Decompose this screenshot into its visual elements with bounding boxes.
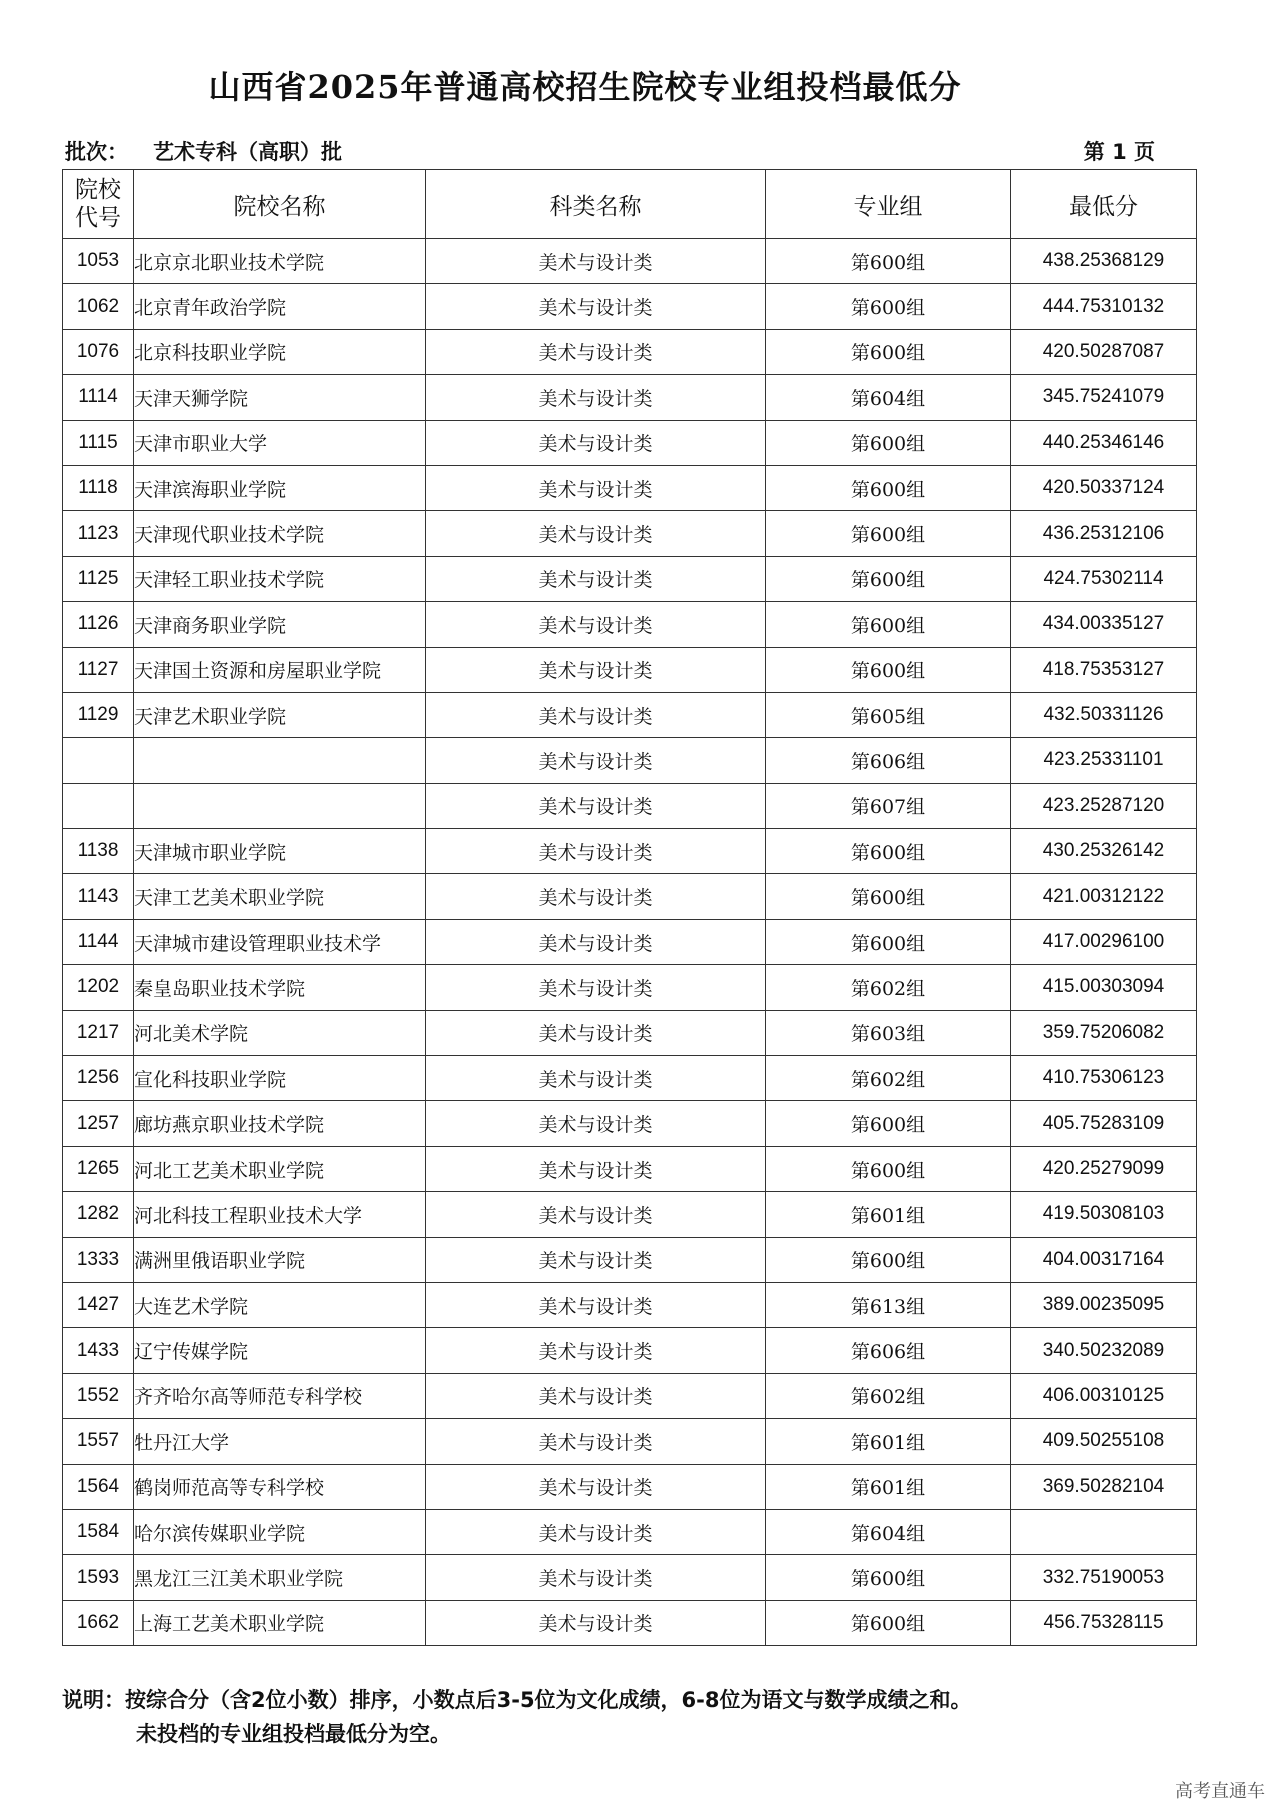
cell-group: 第600组 — [766, 465, 1011, 510]
cell-name — [134, 783, 426, 828]
cell-group: 第600组 — [766, 420, 1011, 465]
cell-category: 美术与设计类 — [426, 965, 766, 1010]
cell-group: 第600组 — [766, 1555, 1011, 1600]
cell-score: 421.00312122 — [1011, 874, 1197, 919]
cell-code: 1257 — [63, 1101, 134, 1146]
table-row — [63, 1509, 1197, 1554]
cell-name: 天津轻工职业技术学院 — [134, 556, 426, 601]
cell-category: 美术与设计类 — [426, 692, 766, 737]
header-category: 科类名称 — [426, 170, 766, 239]
cell-group: 第602组 — [766, 965, 1011, 1010]
cell-code: 1333 — [63, 1237, 134, 1282]
batch-label: 批次： — [65, 140, 128, 164]
cell-code: 1265 — [63, 1146, 134, 1191]
cell-category: 美术与设计类 — [426, 738, 766, 783]
cell-group: 第600组 — [766, 919, 1011, 964]
cell-score: 456.75328115 — [1011, 1600, 1197, 1645]
table-row — [63, 375, 1197, 420]
table-row — [63, 1192, 1197, 1237]
cell-name: 哈尔滨传媒职业学院 — [134, 1509, 426, 1554]
cell-category: 美术与设计类 — [426, 1419, 766, 1464]
cell-score: 405.75283109 — [1011, 1101, 1197, 1146]
cell-group: 第600组 — [766, 602, 1011, 647]
cell-category: 美术与设计类 — [426, 1373, 766, 1418]
note-line-1: 说明：按综合分（含2位小数）排序，小数点后3-5位为文化成绩，6-8位为语文与数学成绩之和。 — [62, 1688, 972, 1712]
cell-group: 第600组 — [766, 647, 1011, 692]
cell-score: 419.50308103 — [1011, 1192, 1197, 1237]
cell-category: 美术与设计类 — [426, 556, 766, 601]
cell-code: 1129 — [63, 692, 134, 737]
cell-code: 1118 — [63, 465, 134, 510]
cell-code: 1593 — [63, 1555, 134, 1600]
cell-name: 天津商务职业学院 — [134, 602, 426, 647]
cell-code — [63, 783, 134, 828]
cell-name: 北京京北职业技术学院 — [134, 239, 426, 284]
table-row — [63, 1600, 1197, 1645]
cell-code: 1127 — [63, 647, 134, 692]
table-row — [63, 239, 1197, 284]
cell-category: 美术与设计类 — [426, 420, 766, 465]
cell-group: 第606组 — [766, 1328, 1011, 1373]
cell-category: 美术与设计类 — [426, 1464, 766, 1509]
cell-code: 1662 — [63, 1600, 134, 1645]
cell-score: 423.25287120 — [1011, 783, 1197, 828]
header-code-label: 院校 代号 — [75, 177, 121, 231]
cell-name: 天津天狮学院 — [134, 375, 426, 420]
cell-category: 美术与设计类 — [426, 1328, 766, 1373]
cell-score — [1011, 1509, 1197, 1554]
cell-name: 天津工艺美术职业学院 — [134, 874, 426, 919]
cell-group: 第604组 — [766, 1509, 1011, 1554]
cell-score: 434.00335127 — [1011, 602, 1197, 647]
cell-category: 美术与设计类 — [426, 783, 766, 828]
cell-code: 1552 — [63, 1373, 134, 1418]
cell-group: 第605组 — [766, 692, 1011, 737]
cell-name: 天津国土资源和房屋职业学院 — [134, 647, 426, 692]
cell-group: 第613组 — [766, 1282, 1011, 1327]
table-row — [63, 329, 1197, 374]
cell-group: 第600组 — [766, 329, 1011, 374]
cell-code: 1584 — [63, 1509, 134, 1554]
cell-group: 第600组 — [766, 511, 1011, 556]
header-name: 院校名称 — [134, 170, 426, 239]
table-row — [63, 919, 1197, 964]
cell-category: 美术与设计类 — [426, 602, 766, 647]
cell-score: 417.00296100 — [1011, 919, 1197, 964]
table-row — [63, 1237, 1197, 1282]
cell-name: 北京科技职业学院 — [134, 329, 426, 374]
cell-code: 1256 — [63, 1056, 134, 1101]
cell-name: 齐齐哈尔高等师范专科学校 — [134, 1373, 426, 1418]
cell-score: 345.75241079 — [1011, 375, 1197, 420]
cell-code: 1143 — [63, 874, 134, 919]
cell-name: 天津城市职业学院 — [134, 829, 426, 874]
cell-score: 424.75302114 — [1011, 556, 1197, 601]
cell-category: 美术与设计类 — [426, 329, 766, 374]
cell-group: 第600组 — [766, 874, 1011, 919]
cell-score: 420.50287087 — [1011, 329, 1197, 374]
cell-category: 美术与设计类 — [426, 1600, 766, 1645]
cell-code: 1062 — [63, 284, 134, 329]
cell-score: 340.50232089 — [1011, 1328, 1197, 1373]
note-line-2: 未投档的专业组投档最低分为空。 — [136, 1722, 451, 1746]
table-row — [63, 465, 1197, 510]
table-row — [63, 1328, 1197, 1373]
table-row — [63, 602, 1197, 647]
table-row — [63, 284, 1197, 329]
cell-score: 410.75306123 — [1011, 1056, 1197, 1101]
cell-group: 第601组 — [766, 1464, 1011, 1509]
cell-name — [134, 738, 426, 783]
cell-code: 1076 — [63, 329, 134, 374]
cell-category: 美术与设计类 — [426, 919, 766, 964]
cell-code: 1282 — [63, 1192, 134, 1237]
cell-code: 1114 — [63, 375, 134, 420]
table-row — [63, 420, 1197, 465]
cell-score: 406.00310125 — [1011, 1373, 1197, 1418]
cell-group: 第601组 — [766, 1419, 1011, 1464]
cell-name: 天津艺术职业学院 — [134, 692, 426, 737]
cell-category: 美术与设计类 — [426, 1237, 766, 1282]
header-group: 专业组 — [766, 170, 1011, 239]
score-table — [62, 169, 1197, 1646]
cell-group: 第600组 — [766, 1600, 1011, 1645]
cell-score: 359.75206082 — [1011, 1010, 1197, 1055]
cell-group: 第606组 — [766, 738, 1011, 783]
cell-name: 天津城市建设管理职业技术学 — [134, 919, 426, 964]
cell-name: 辽宁传媒学院 — [134, 1328, 426, 1373]
cell-name: 廊坊燕京职业技术学院 — [134, 1101, 426, 1146]
table-row — [63, 965, 1197, 1010]
cell-score: 418.75353127 — [1011, 647, 1197, 692]
cell-category: 美术与设计类 — [426, 1010, 766, 1055]
batch-value: 艺术专科（高职）批 — [153, 140, 342, 164]
header-code — [63, 170, 134, 239]
table-row — [63, 692, 1197, 737]
page-title: 山西省2025年普通高校招生院校专业组投档最低分 — [208, 68, 962, 106]
table-row — [63, 511, 1197, 556]
header-score: 最低分 — [1011, 170, 1197, 239]
cell-score: 332.75190053 — [1011, 1555, 1197, 1600]
cell-code: 1557 — [63, 1419, 134, 1464]
cell-name: 满洲里俄语职业学院 — [134, 1237, 426, 1282]
cell-name: 天津滨海职业学院 — [134, 465, 426, 510]
cell-category: 美术与设计类 — [426, 1056, 766, 1101]
cell-category: 美术与设计类 — [426, 1146, 766, 1191]
cell-category: 美术与设计类 — [426, 511, 766, 556]
table-row — [63, 1101, 1197, 1146]
cell-code — [63, 738, 134, 783]
cell-group: 第600组 — [766, 829, 1011, 874]
cell-category: 美术与设计类 — [426, 1192, 766, 1237]
cell-category: 美术与设计类 — [426, 1509, 766, 1554]
table-row — [63, 1419, 1197, 1464]
cell-code: 1433 — [63, 1328, 134, 1373]
cell-category: 美术与设计类 — [426, 829, 766, 874]
cell-category: 美术与设计类 — [426, 239, 766, 284]
table-body — [63, 239, 1197, 1646]
cell-name: 鹤岗师范高等专科学校 — [134, 1464, 426, 1509]
cell-group: 第607组 — [766, 783, 1011, 828]
table-row — [63, 1010, 1197, 1055]
cell-score: 430.25326142 — [1011, 829, 1197, 874]
table-row — [63, 1464, 1197, 1509]
cell-code: 1564 — [63, 1464, 134, 1509]
cell-name: 天津现代职业技术学院 — [134, 511, 426, 556]
table-row — [63, 1373, 1197, 1418]
cell-code: 1217 — [63, 1010, 134, 1055]
cell-group: 第602组 — [766, 1056, 1011, 1101]
table-row — [63, 783, 1197, 828]
cell-name: 秦皇岛职业技术学院 — [134, 965, 426, 1010]
cell-score: 444.75310132 — [1011, 284, 1197, 329]
cell-group: 第601组 — [766, 1192, 1011, 1237]
cell-category: 美术与设计类 — [426, 1101, 766, 1146]
cell-group: 第604组 — [766, 375, 1011, 420]
table-row — [63, 1555, 1197, 1600]
table-row — [63, 738, 1197, 783]
cell-code: 1427 — [63, 1282, 134, 1327]
cell-score: 423.25331101 — [1011, 738, 1197, 783]
cell-group: 第603组 — [766, 1010, 1011, 1055]
table-row — [63, 1056, 1197, 1101]
cell-name: 河北美术学院 — [134, 1010, 426, 1055]
watermark: 高考直通车 — [1175, 1781, 1265, 1802]
cell-name: 黑龙江三江美术职业学院 — [134, 1555, 426, 1600]
page-number: 第 1 页 — [1083, 140, 1155, 164]
cell-score: 409.50255108 — [1011, 1419, 1197, 1464]
cell-score: 420.25279099 — [1011, 1146, 1197, 1191]
cell-group: 第600组 — [766, 1237, 1011, 1282]
cell-code: 1053 — [63, 239, 134, 284]
batch-info — [65, 136, 1155, 166]
cell-name: 上海工艺美术职业学院 — [134, 1600, 426, 1645]
table-row — [63, 1146, 1197, 1191]
table-row — [63, 556, 1197, 601]
cell-name: 宣化科技职业学院 — [134, 1056, 426, 1101]
cell-category: 美术与设计类 — [426, 647, 766, 692]
cell-code: 1126 — [63, 602, 134, 647]
cell-score: 436.25312106 — [1011, 511, 1197, 556]
table-row — [63, 829, 1197, 874]
table-row — [63, 874, 1197, 919]
cell-code: 1144 — [63, 919, 134, 964]
cell-code: 1125 — [63, 556, 134, 601]
cell-code: 1138 — [63, 829, 134, 874]
cell-score: 404.00317164 — [1011, 1237, 1197, 1282]
cell-code: 1115 — [63, 420, 134, 465]
cell-code: 1123 — [63, 511, 134, 556]
table-header-row — [63, 170, 1197, 239]
cell-category: 美术与设计类 — [426, 1282, 766, 1327]
cell-group: 第602组 — [766, 1373, 1011, 1418]
cell-name: 牡丹江大学 — [134, 1419, 426, 1464]
cell-code: 1202 — [63, 965, 134, 1010]
table-row — [63, 1282, 1197, 1327]
cell-score: 420.50337124 — [1011, 465, 1197, 510]
cell-category: 美术与设计类 — [426, 465, 766, 510]
cell-score: 369.50282104 — [1011, 1464, 1197, 1509]
cell-category: 美术与设计类 — [426, 874, 766, 919]
cell-group: 第600组 — [766, 239, 1011, 284]
cell-group: 第600组 — [766, 1146, 1011, 1191]
cell-group: 第600组 — [766, 1101, 1011, 1146]
cell-score: 415.00303094 — [1011, 965, 1197, 1010]
cell-category: 美术与设计类 — [426, 284, 766, 329]
cell-score: 440.25346146 — [1011, 420, 1197, 465]
notes — [62, 1683, 972, 1751]
cell-name: 大连艺术学院 — [134, 1282, 426, 1327]
cell-group: 第600组 — [766, 556, 1011, 601]
cell-name: 天津市职业大学 — [134, 420, 426, 465]
cell-name: 河北工艺美术职业学院 — [134, 1146, 426, 1191]
cell-score: 432.50331126 — [1011, 692, 1197, 737]
cell-group: 第600组 — [766, 284, 1011, 329]
cell-score: 389.00235095 — [1011, 1282, 1197, 1327]
cell-name: 河北科技工程职业技术大学 — [134, 1192, 426, 1237]
cell-score: 438.25368129 — [1011, 239, 1197, 284]
cell-category: 美术与设计类 — [426, 375, 766, 420]
cell-category: 美术与设计类 — [426, 1555, 766, 1600]
cell-name: 北京青年政治学院 — [134, 284, 426, 329]
table-row — [63, 647, 1197, 692]
